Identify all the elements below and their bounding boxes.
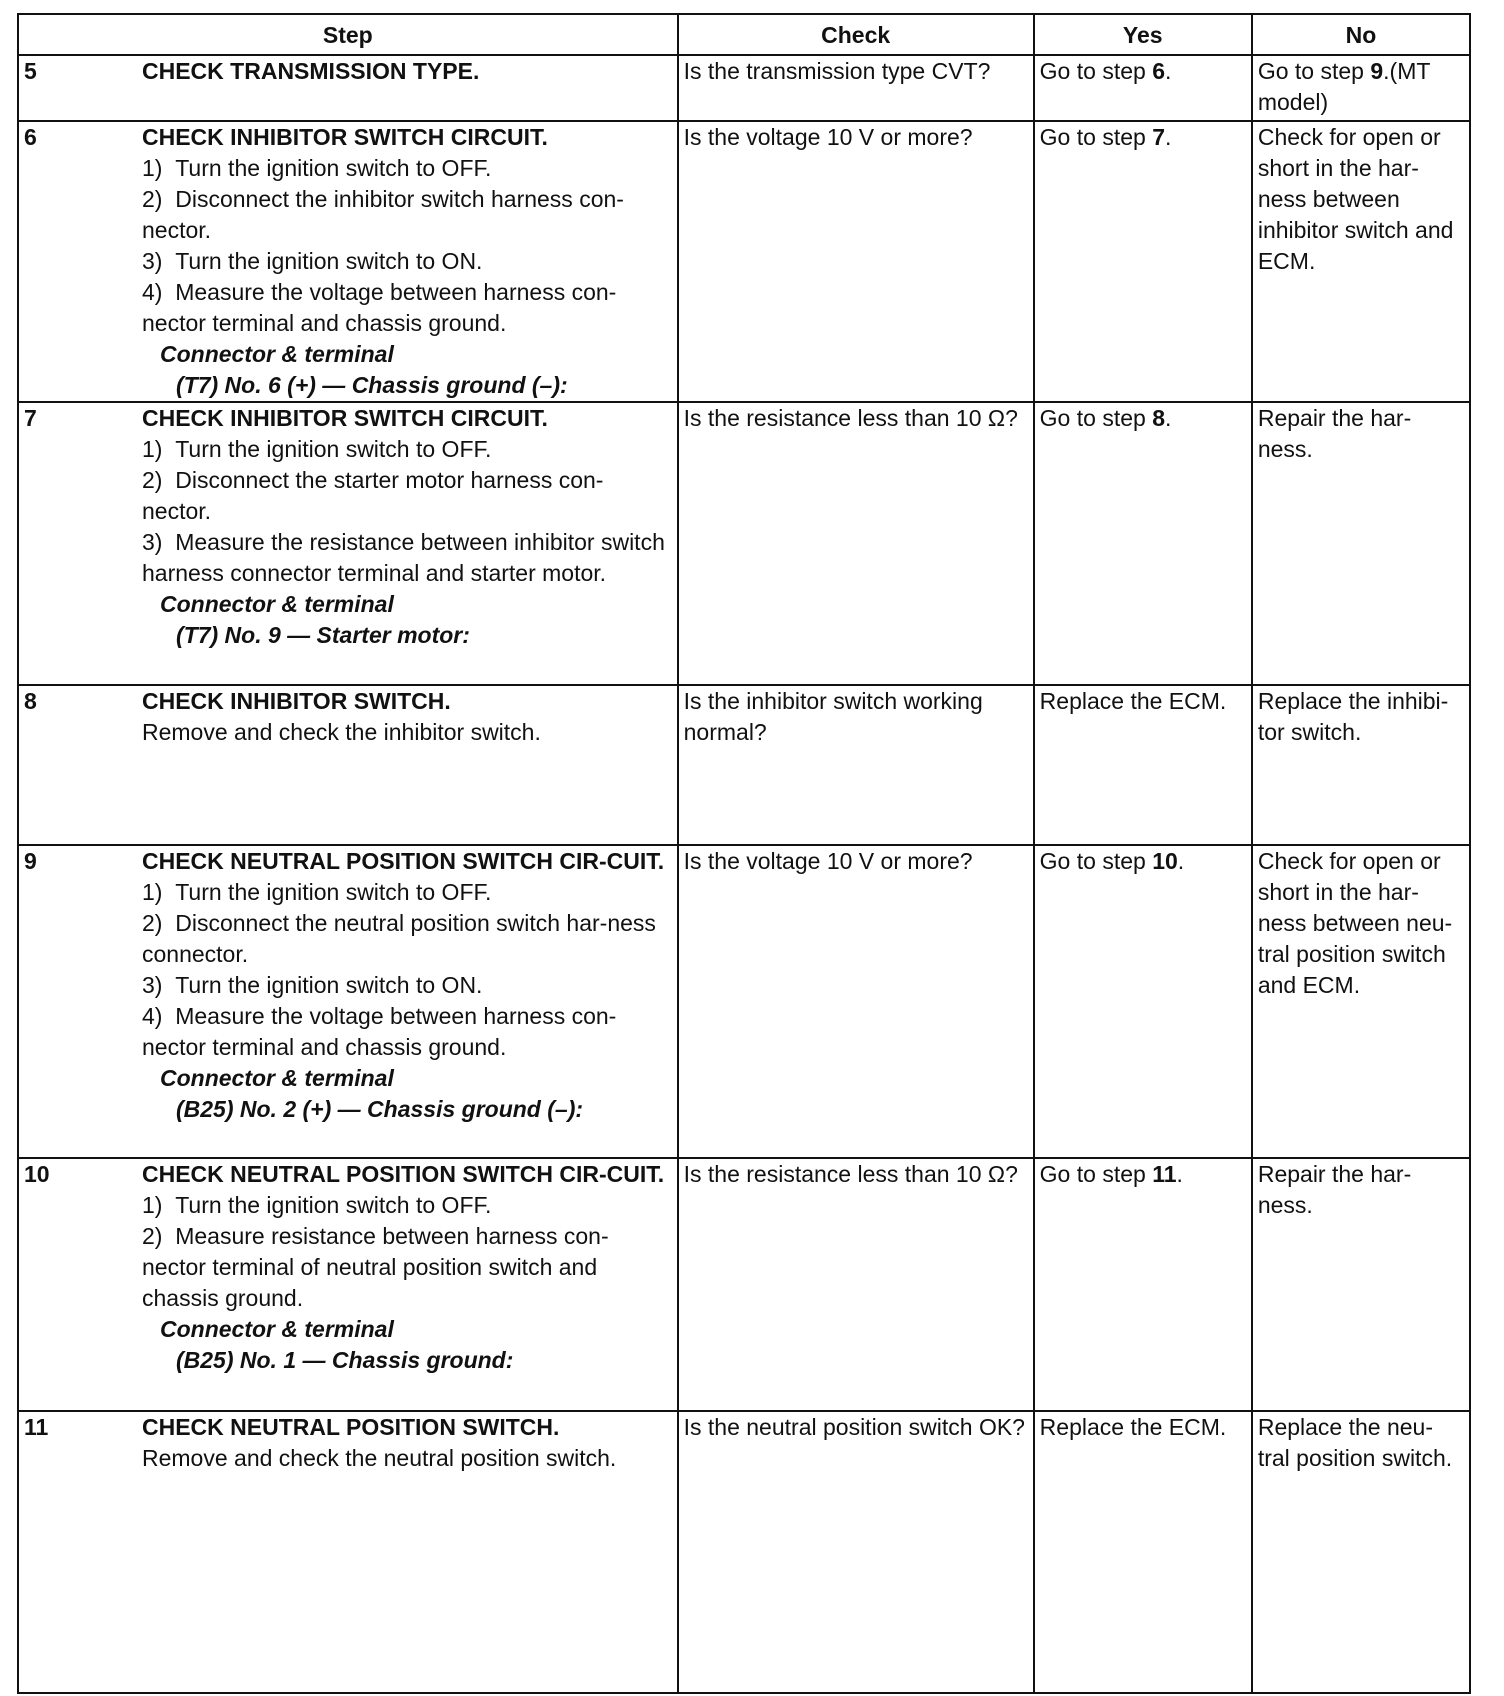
connector-label: Connector & terminal: [160, 1316, 394, 1342]
step-cell: [18, 402, 678, 685]
step-title: CHECK INHIBITOR SWITCH.: [142, 688, 451, 714]
no-text: Go to step: [1257, 58, 1371, 84]
instruction-line: 3) Turn the ignition switch to ON.: [142, 972, 483, 998]
check-cell: Is the resistance less than 10 Ω?: [678, 1158, 1034, 1411]
yes-text: Go to step: [1039, 405, 1153, 431]
step-number: 7: [24, 405, 37, 431]
table-row: [18, 121, 1470, 402]
yes-text: Go to step: [1039, 58, 1153, 84]
yes-cell: [1034, 55, 1252, 121]
step-cell: [18, 685, 678, 845]
step-title: CHECK NEUTRAL POSITION SWITCH CIR-CUIT.: [142, 848, 665, 874]
step-cell: [18, 1158, 678, 1411]
yes-cell: [1034, 1158, 1252, 1411]
instruction-line: 2) Disconnect the neutral position switch har-ness connector.: [142, 910, 656, 967]
instruction-line: 2) Disconnect the inhibitor switch harness con-nector.: [142, 186, 624, 243]
step-cell: [18, 55, 678, 121]
instruction-line: Remove and check the inhibitor switch.: [142, 719, 541, 745]
step-title: CHECK INHIBITOR SWITCH CIRCUIT.: [142, 405, 548, 431]
step-title: CHECK NEUTRAL POSITION SWITCH.: [142, 1414, 560, 1440]
no-cell: Repair the har-ness.: [1252, 402, 1470, 685]
instruction-line: 1) Turn the ignition switch to OFF.: [142, 879, 492, 905]
step-title: CHECK INHIBITOR SWITCH CIRCUIT.: [142, 124, 548, 150]
yes-step-ref: 10: [1152, 848, 1178, 874]
yes-cell: [1034, 121, 1252, 402]
no-cell: [1252, 55, 1470, 121]
yes-suffix: .: [1164, 124, 1172, 150]
step-cell: [18, 845, 678, 1158]
instruction-line: 1) Turn the ignition switch to OFF.: [142, 155, 492, 181]
yes-suffix: .: [1164, 58, 1172, 84]
header-yes: Yes: [1034, 14, 1252, 55]
no-cell: Check for open or short in the har-ness between inhibitor switch and ECM.: [1252, 121, 1470, 402]
step-cell: [18, 121, 678, 402]
no-suffix: .(MT model): [1257, 58, 1430, 115]
step-number: 10: [24, 1161, 50, 1187]
yes-text: Go to step: [1039, 1161, 1153, 1187]
instruction-line: Remove and check the neutral position switch.: [142, 1445, 617, 1471]
step-number: 11: [24, 1414, 49, 1440]
instruction-line: 3) Turn the ignition switch to ON.: [142, 248, 483, 274]
connector-label: Connector & terminal: [160, 1065, 394, 1091]
table-row: [18, 845, 1470, 1158]
check-cell: Is the resistance less than 10 Ω?: [678, 402, 1034, 685]
check-cell: Is the voltage 10 V or more?: [678, 121, 1034, 402]
table-row: [18, 55, 1470, 121]
connector-value: (B25) No. 1 — Chassis ground:: [176, 1347, 514, 1373]
instruction-line: 1) Turn the ignition switch to OFF.: [142, 436, 492, 462]
diagnostic-table: [17, 13, 1471, 1694]
yes-step-ref: 11: [1152, 1161, 1177, 1187]
instruction-line: 4) Measure the voltage between harness con-nector terminal and chassis ground.: [142, 1003, 617, 1060]
instruction-line: 2) Disconnect the starter motor harness con-nector.: [142, 467, 604, 524]
table-row: [18, 1158, 1470, 1411]
step-number: 5: [24, 58, 37, 84]
yes-suffix: .: [1177, 848, 1185, 874]
yes-cell: Replace the ECM.: [1034, 1411, 1252, 1693]
no-cell: Replace the inhibi-tor switch.: [1252, 685, 1470, 845]
no-step-ref: 9: [1370, 58, 1384, 84]
step-title: CHECK NEUTRAL POSITION SWITCH CIR-CUIT.: [142, 1161, 665, 1187]
instruction-line: 1) Turn the ignition switch to OFF.: [142, 1192, 492, 1218]
header-check: Check: [678, 14, 1034, 55]
connector-value: (T7) No. 6 (+) — Chassis ground (–):: [176, 372, 568, 398]
yes-cell: [1034, 402, 1252, 685]
no-cell: Check for open or short in the har-ness between neu-tral position switch and ECM.: [1252, 845, 1470, 1158]
instruction-line: 3) Measure the resistance between inhibitor switch harness connector terminal and starter motor.: [142, 529, 665, 586]
table-row: [18, 685, 1470, 845]
yes-step-ref: 8: [1152, 405, 1165, 431]
step-title: CHECK TRANSMISSION TYPE.: [142, 58, 480, 84]
yes-cell: Replace the ECM.: [1034, 685, 1252, 845]
header-step: Step: [18, 14, 678, 55]
check-cell: Is the neutral position switch OK?: [678, 1411, 1034, 1693]
yes-text: Go to step: [1039, 848, 1153, 874]
header-row: [18, 14, 1470, 55]
yes-text: Go to step: [1039, 124, 1153, 150]
step-number: 9: [24, 848, 37, 874]
check-cell: Is the voltage 10 V or more?: [678, 845, 1034, 1158]
no-cell: Repair the har-ness.: [1252, 1158, 1470, 1411]
yes-step-ref: 7: [1152, 124, 1165, 150]
table-row: [18, 402, 1470, 685]
connector-label: Connector & terminal: [160, 341, 394, 367]
check-cell: Is the transmission type CVT?: [678, 55, 1034, 121]
header-no: No: [1252, 14, 1470, 55]
connector-label: Connector & terminal: [160, 591, 394, 617]
instruction-line: 2) Measure resistance between harness con-nector terminal of neutral position switch and chassis ground.: [142, 1223, 609, 1311]
step-cell: [18, 1411, 678, 1693]
no-cell: Replace the neu-tral position switch.: [1252, 1411, 1470, 1693]
yes-suffix: .: [1164, 405, 1172, 431]
instruction-line: 4) Measure the voltage between harness con-nector terminal and chassis ground.: [142, 279, 617, 336]
check-cell: Is the inhibitor switch working normal?: [678, 685, 1034, 845]
connector-value: (B25) No. 2 (+) — Chassis ground (–):: [176, 1096, 584, 1122]
connector-value: (T7) No. 9 — Starter motor:: [176, 622, 470, 648]
step-number: 6: [24, 124, 37, 150]
table-row: [18, 1411, 1470, 1693]
yes-step-ref: 6: [1152, 58, 1165, 84]
yes-cell: [1034, 845, 1252, 1158]
step-number: 8: [24, 688, 37, 714]
yes-suffix: .: [1176, 1161, 1183, 1187]
